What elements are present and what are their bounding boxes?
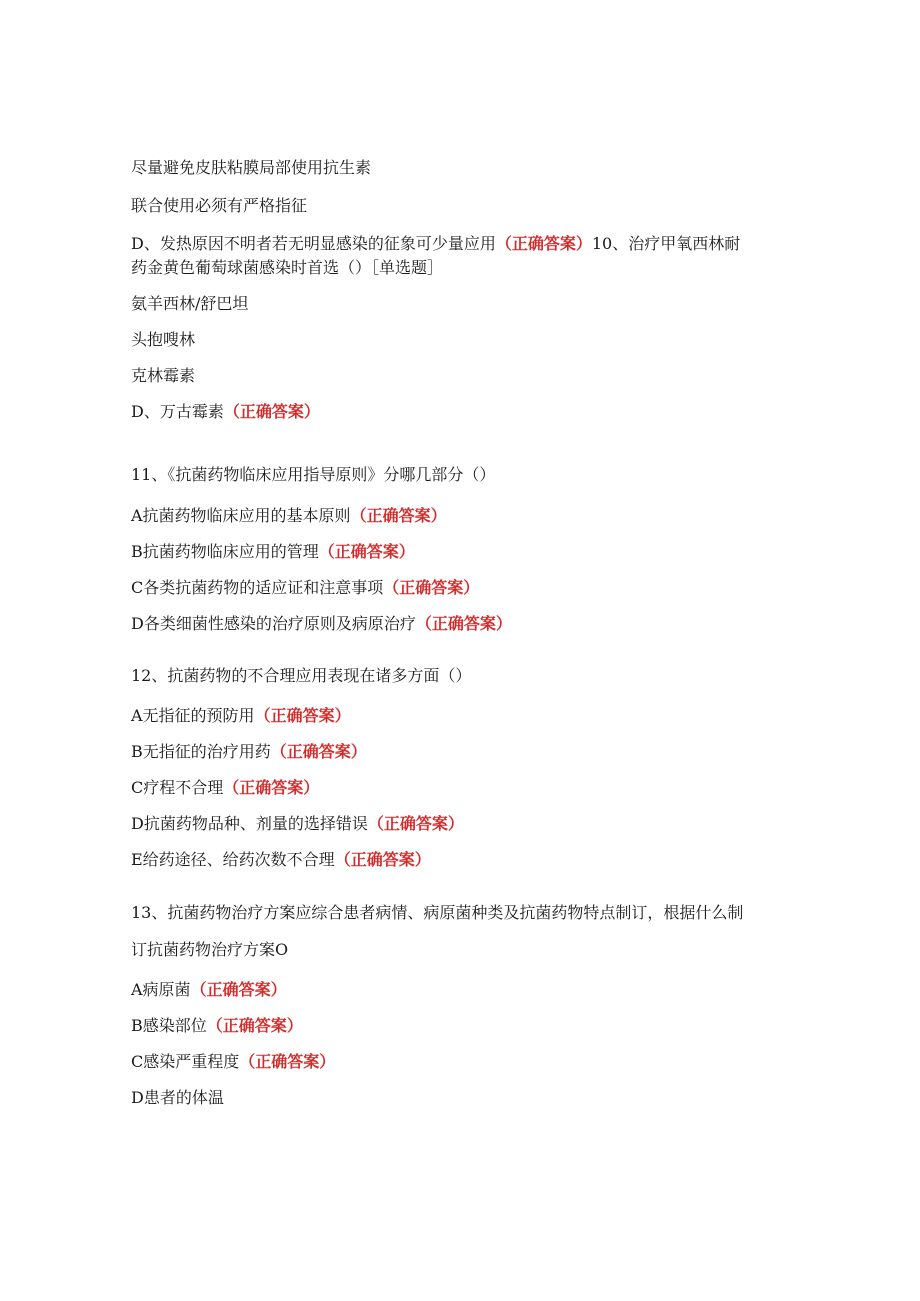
option-text: D、万古霉素 <box>131 402 224 421</box>
option-line-correct <box>131 1016 303 1036</box>
correct-answer-tag: （正确答案） <box>334 850 431 869</box>
option-text: A抗菌药物临床应用的基本原则 <box>131 506 351 525</box>
option-line-correct <box>131 234 740 254</box>
option-text: D抗菌药物品种、剂量的选择错误 <box>131 814 368 833</box>
option-text: C各类抗菌药物的适应证和注意事项 <box>131 578 384 597</box>
option-line-correct <box>131 850 431 870</box>
option-line-correct <box>131 614 512 634</box>
question-text: 11、《抗菌药物临床应用指导原则》分哪几部分（） <box>131 465 496 484</box>
option-text: D患者的体温 <box>131 1088 224 1107</box>
correct-answer-tag: （正确答案） <box>223 778 320 797</box>
question-line <box>131 465 495 485</box>
option-text: D各类细菌性感染的治疗原则及病原治疗 <box>131 614 416 633</box>
question-text: 13、抗菌药物治疗方案应综合患者病情、病原菌种类及抗菌药物特点制订，根据什么制 <box>131 903 744 922</box>
option-line <box>131 158 371 178</box>
option-text: 氨羊西林/舒巴坦 <box>131 294 249 313</box>
option-line <box>131 330 195 350</box>
option-line <box>131 366 195 386</box>
correct-answer-tag: （正确答案） <box>415 614 512 633</box>
option-line <box>131 1088 224 1108</box>
option-line-correct <box>131 578 479 598</box>
option-text: D、发热原因不明者若无明显感染的征象可少量应用 <box>131 234 496 253</box>
option-text: B感染部位 <box>131 1016 207 1035</box>
option-text: 头抱嗖林 <box>131 330 196 349</box>
correct-answer-tag: （正确答案） <box>367 814 464 833</box>
correct-answer-tag: （正确答案） <box>350 506 447 525</box>
option-text: B无指征的治疗用药 <box>131 742 271 761</box>
option-line-correct <box>131 778 319 798</box>
question-text: 药金黄色葡萄球菌感染时首选（）［单选题］ <box>131 258 444 277</box>
correct-answer-tag: （正确答案） <box>495 234 592 253</box>
option-text: B抗菌药物临床应用的管理 <box>131 542 319 561</box>
correct-answer-tag: （正确答案） <box>318 542 415 561</box>
question-line <box>131 666 471 686</box>
correct-answer-tag: （正确答案） <box>190 980 287 999</box>
option-line-correct <box>131 402 320 422</box>
correct-answer-tag: （正确答案） <box>223 402 320 421</box>
option-line-correct <box>131 1052 335 1072</box>
correct-answer-tag: （正确答案） <box>206 1016 303 1035</box>
option-text: C疗程不合理 <box>131 778 224 797</box>
option-text: 克林霉素 <box>131 366 196 385</box>
option-text: A病原菌 <box>131 980 191 999</box>
option-line-correct <box>131 742 367 762</box>
question-line <box>131 258 443 278</box>
option-line-correct <box>131 706 351 726</box>
option-text: C感染严重程度 <box>131 1052 240 1071</box>
question-line <box>131 940 288 960</box>
question-text: 订抗菌药物治疗方案O <box>131 940 289 959</box>
question-line <box>131 903 743 923</box>
option-line <box>131 196 307 216</box>
option-line <box>131 294 248 314</box>
question-text: 10、治疗甲氧西林耐 <box>591 234 741 253</box>
correct-answer-tag: （正确答案） <box>383 578 480 597</box>
option-line-correct <box>131 980 287 1000</box>
correct-answer-tag: （正确答案） <box>254 706 351 725</box>
question-text: 12、抗菌药物的不合理应用表现在诸多方面（） <box>131 666 472 685</box>
option-text: 尽量避免皮肤粘膜局部使用抗生素 <box>131 158 372 177</box>
correct-answer-tag: （正确答案） <box>239 1052 336 1071</box>
option-line-correct <box>131 542 415 562</box>
option-line-correct <box>131 506 447 526</box>
correct-answer-tag: （正确答案） <box>270 742 367 761</box>
option-text: 联合使用必须有严格指征 <box>131 196 308 215</box>
option-text: A无指征的预防用 <box>131 706 255 725</box>
option-line-correct <box>131 814 464 834</box>
option-text: E给药途径、给药次数不合理 <box>131 850 335 869</box>
